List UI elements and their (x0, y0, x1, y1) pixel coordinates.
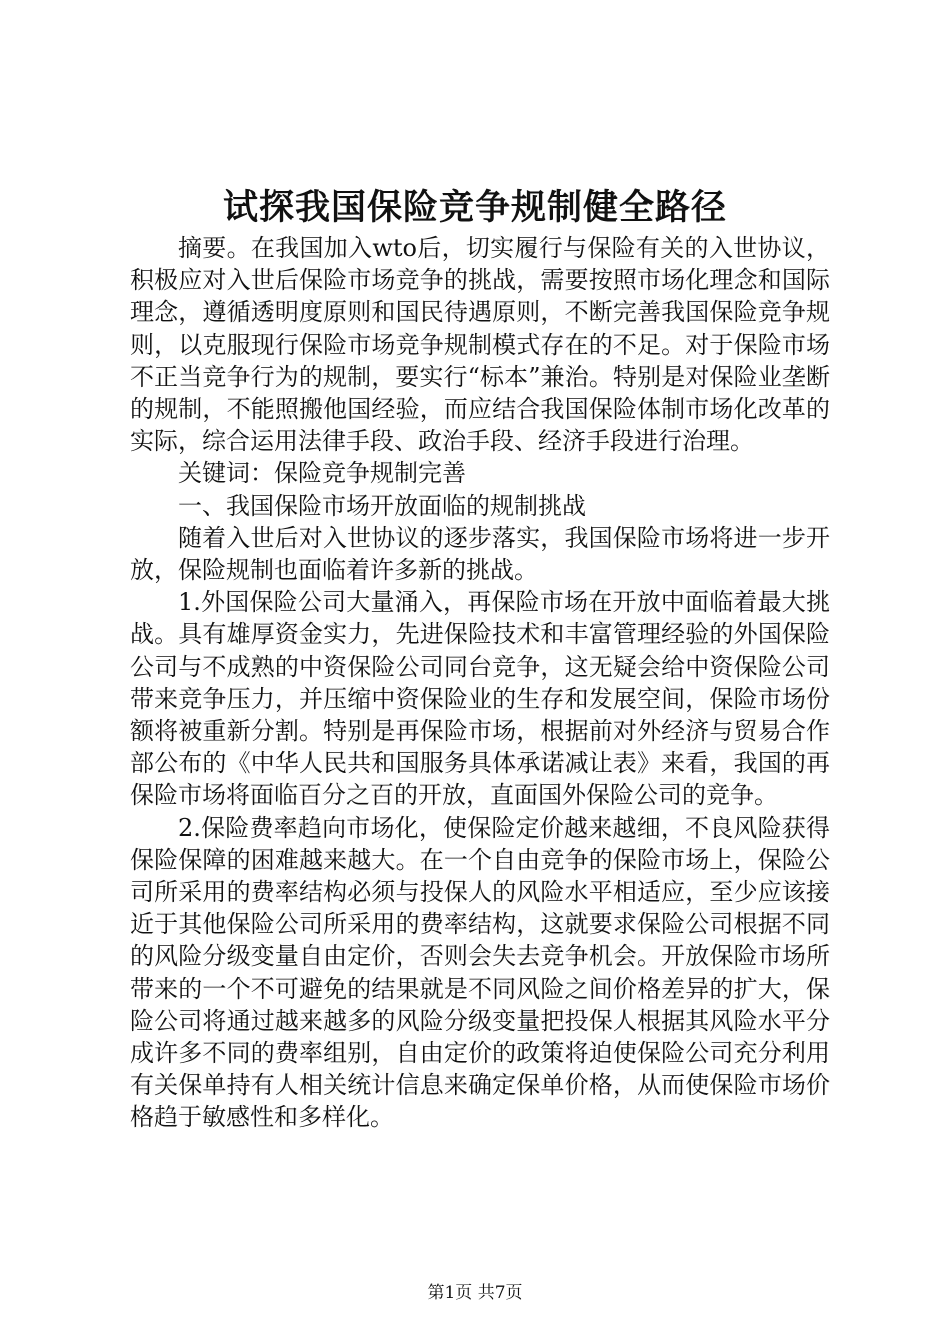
page-footer: 第1页 共7页 (427, 1283, 523, 1303)
abstract-paragraph: 摘要。在我国加入wto后，切实履行与保险有关的入世协议，积极应对入世后保险市场竞争的挑战，需要按照市场化理念和国际理念，遵循透明度原则和国民待遇原则，不断完善我国保险竞争规则，以克服现行保险市场竞争规制模式存在的不足。对于保险市场不正当竞争行为的规制，要实行“标本”兼治。特别是对保险业垄断的规制，不能照搬他国经验，而应结合我国保险体制市场化改革的实际，综合运用法律手段、政治手段、经济手段进行治理。 (130, 234, 830, 456)
section-heading: 一、我国保险市场开放面临的规制挑战 (178, 491, 586, 520)
body-paragraph: 1.外国保险公司大量涌入，再保险市场在开放中面临着最大挑战。具有雄厚资金实力，先进保险技术和丰富管理经验的外国保险公司与不成熟的中资保险公司同台竞争，这无疑会给中资保险公司带来竞争压力，并压缩中资保险业的生存和发展空间，保险市场份额将被重新分割。特别是再保险市场，根据前对外经济与贸易合作部公布的《中华人民共和国服务具体承诺减让表》来看，我国的再保险市场将面临百分之百的开放，直面国外保险公司的竞争。 (130, 588, 830, 810)
body-paragraph: 随着入世后对入世协议的逐步落实，我国保险市场将进一步开放，保险规制也面临着许多新的挑战。 (130, 523, 830, 585)
document-title: 试探我国保险竞争规制健全路径 (222, 187, 727, 228)
keywords-paragraph: 关键词：保险竞争规制完善 (178, 459, 466, 488)
document-body (130, 232, 830, 1134)
body-paragraph: 2.保险费率趋向市场化，使保险定价越来越细，不良风险获得保险保障的困难越来越大。在一个自由竞争的保险市场上，保险公司所采用的费率结构必须与投保人的风险水平相适应，至少应该接近于其他保险公司所采用的费率结构，这就要求保险公司根据不同的风险分级变量自由定价，否则会失去竞争机会。开放保险市场所带来的一个不可避免的结果就是不同风险之间价格差异的扩大，保险公司将通过越来越多的风险分级变量把投保人根据其风险水平分成许多不同的费率组别，自由定价的政策将迫使保险公司充分利用有关保单持有人相关统计信息来确定保单价格，从而使保险市场价格趋于敏感性和多样化。 (130, 813, 830, 1132)
